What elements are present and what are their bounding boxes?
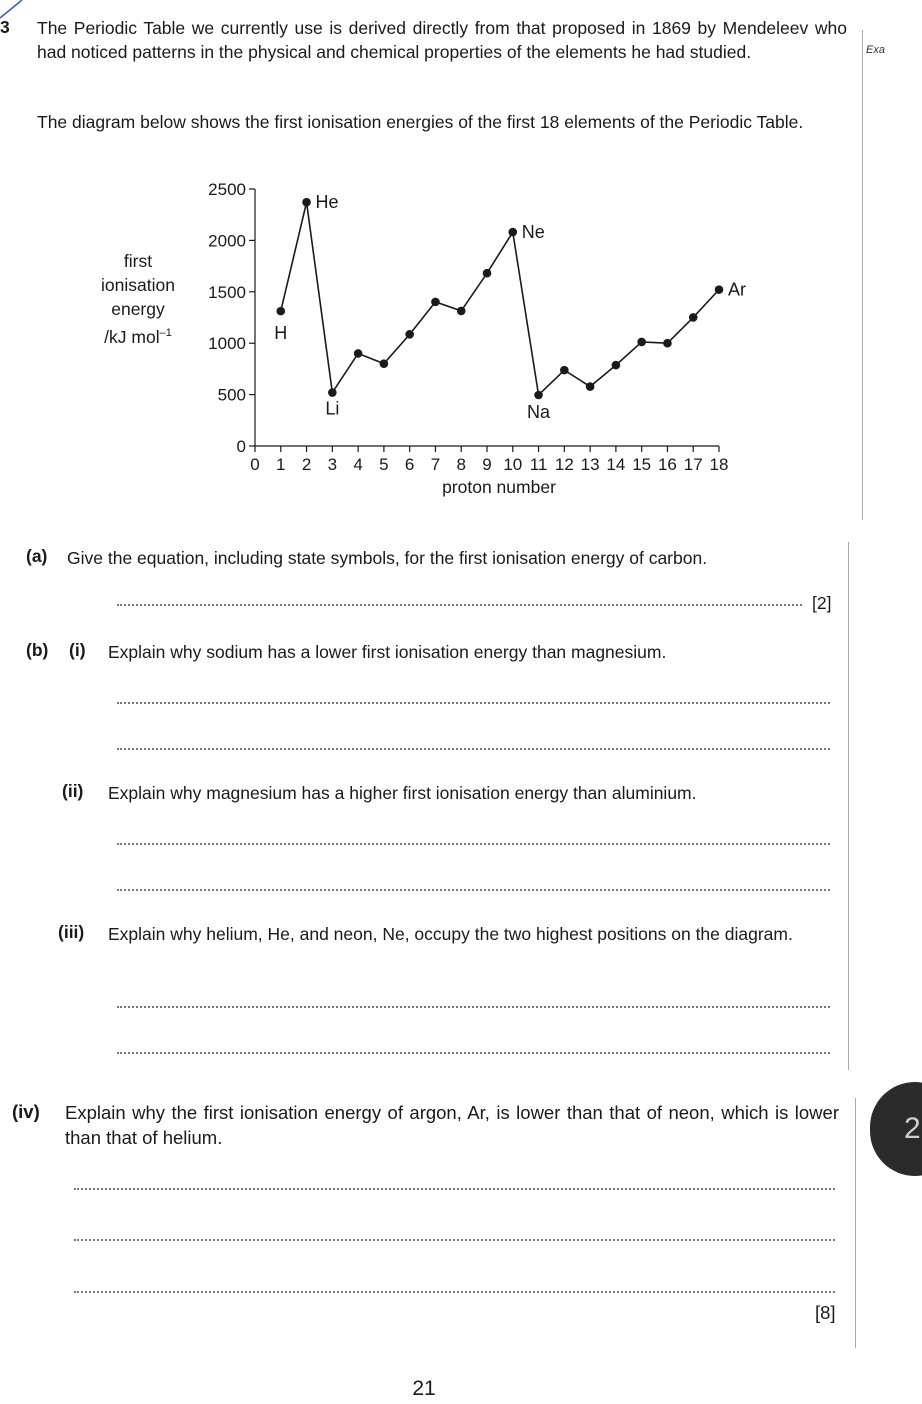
y-tick-label: 500 xyxy=(217,385,246,405)
series-line xyxy=(281,202,719,395)
data-point xyxy=(534,391,543,400)
x-tick-label: 3 xyxy=(327,455,338,474)
x-tick-label: 13 xyxy=(580,455,600,474)
data-point xyxy=(380,359,389,368)
data-point xyxy=(663,339,672,348)
data-point xyxy=(354,349,363,358)
side-tab-number: 2 xyxy=(904,1112,921,1145)
answer-line-biv-3[interactable] xyxy=(74,1291,835,1293)
part-a-marks: [2] xyxy=(812,593,832,613)
intro-paragraph: The Periodic Table we currently use is derived directly from that proposed in 1869 by Mendeleev who had noticed patterns in the physical and chemical properties of the elements he had studied. xyxy=(37,18,847,62)
answer-line-bi-2[interactable] xyxy=(117,748,830,750)
data-point xyxy=(431,298,440,307)
x-tick-label: 17 xyxy=(683,455,703,474)
x-tick-label: 7 xyxy=(430,455,441,474)
data-point xyxy=(715,285,724,294)
point-label: Ar xyxy=(728,279,746,300)
data-point xyxy=(689,313,698,322)
data-point xyxy=(637,338,646,347)
page-number: 21 xyxy=(412,1377,436,1400)
y-label-line-1: first xyxy=(123,251,153,271)
point-label: Ne xyxy=(521,222,545,243)
examiner-margin-text: Exa xyxy=(866,44,885,56)
y-tick-label: 0 xyxy=(236,437,246,456)
data-point xyxy=(405,330,414,339)
answer-line-bi-1[interactable] xyxy=(117,702,830,704)
point-label: Na xyxy=(527,402,551,423)
part-b-ii-label: (ii) xyxy=(62,781,84,801)
answer-line-biii-2[interactable] xyxy=(117,1052,830,1054)
answer-line-biii-1[interactable] xyxy=(117,1006,830,1008)
x-tick-label: 10 xyxy=(503,455,523,474)
data-point xyxy=(612,361,621,370)
y-label-unit: /kJ mol xyxy=(104,326,160,347)
y-tick-label: 1500 xyxy=(208,282,246,302)
point-label: He xyxy=(315,192,339,213)
data-point xyxy=(508,228,517,237)
answer-line-a1[interactable] xyxy=(117,604,802,606)
margin-rule-2 xyxy=(848,542,849,1070)
x-tick-label: 6 xyxy=(404,455,415,474)
x-tick-label: 14 xyxy=(606,455,626,474)
part-b-label: (b) xyxy=(26,640,49,660)
y-tick-label: 2500 xyxy=(208,180,246,199)
x-tick-label: 4 xyxy=(353,455,363,474)
part-b-iv-label: (iv) xyxy=(12,1101,40,1122)
data-point xyxy=(276,307,285,316)
y-tick-label: 1000 xyxy=(208,334,246,354)
y-label-superscript: –1 xyxy=(159,327,172,339)
answer-line-bii-1[interactable] xyxy=(117,843,830,845)
part-a-label: (a) xyxy=(26,546,48,566)
x-tick-label: 15 xyxy=(632,455,652,474)
part-b-marks: [8] xyxy=(815,1302,836,1323)
x-tick-label: 11 xyxy=(529,455,548,474)
data-point xyxy=(560,366,569,375)
answer-line-biv-1[interactable] xyxy=(74,1188,835,1190)
x-tick-label: 8 xyxy=(456,455,466,474)
data-point xyxy=(483,269,492,278)
x-axis-label: proton number xyxy=(442,477,556,497)
part-b-iv-question: Explain why the first ionisation energy of argon, Ar, is lower than that of neon, which is lower than that of helium. xyxy=(65,1102,839,1148)
data-point xyxy=(457,307,466,316)
x-tick-label: 18 xyxy=(709,455,729,474)
data-point xyxy=(586,382,595,391)
x-tick-label: 12 xyxy=(554,455,574,474)
answer-line-biv-2[interactable] xyxy=(74,1239,835,1241)
part-a-question: Give the equation, including state symbols, for the first ionisation energy of carbon. xyxy=(67,548,708,568)
y-label-line-2: ionisation xyxy=(101,275,175,295)
diagram-intro: The diagram below shows the first ionisation energies of the first 18 elements of the Periodic Table. xyxy=(37,112,804,132)
point-label: H xyxy=(274,323,288,344)
point-label: Li xyxy=(325,398,340,419)
y-label-line-3: energy xyxy=(111,299,165,319)
x-tick-label: 9 xyxy=(482,455,492,474)
data-point xyxy=(328,388,337,397)
x-tick-label: 16 xyxy=(657,455,677,474)
side-tab xyxy=(870,1082,922,1176)
part-b-iii-question: Explain why helium, He, and neon, Ne, occupy the two highest positions on the diagram. xyxy=(108,924,793,944)
x-tick-label: 2 xyxy=(301,455,312,474)
ionisation-energy-chart xyxy=(0,0,922,520)
x-tick-label: 0 xyxy=(250,455,260,474)
x-tick-label: 5 xyxy=(379,455,389,474)
part-b-i-question: Explain why sodium has a lower first ionisation energy than magnesium. xyxy=(108,642,667,662)
part-b-i-label: (i) xyxy=(69,640,86,660)
margin-rule-3 xyxy=(855,1098,856,1348)
part-b-ii-question: Explain why magnesium has a higher first ionisation energy than aluminium. xyxy=(108,783,697,803)
data-point xyxy=(302,198,311,207)
answer-line-bii-2[interactable] xyxy=(117,889,830,891)
question-number: 3 xyxy=(0,17,10,37)
part-b-iii-label: (iii) xyxy=(58,922,85,942)
x-tick-label: 1 xyxy=(276,455,286,474)
y-tick-label: 2000 xyxy=(208,231,246,251)
